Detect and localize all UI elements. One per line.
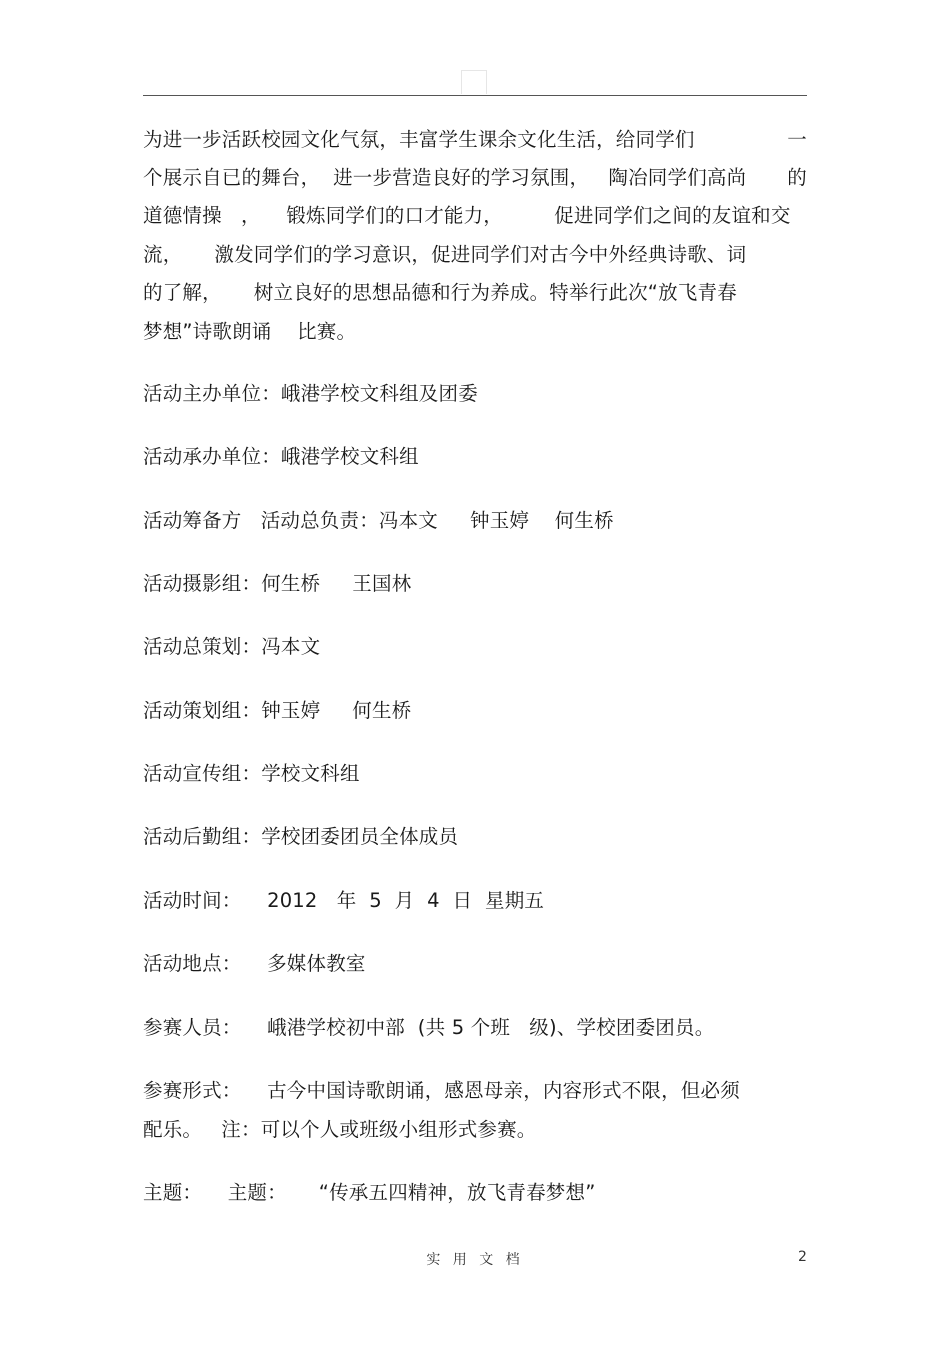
- item-preparation: 活动筹备方 活动总负责：冯本文 钟玉婷 何生桥: [143, 509, 614, 532]
- item-publicity: 活动宣传组：学校文科组: [143, 762, 360, 785]
- item-photography: 活动摄影组：何生桥 王国林: [143, 572, 412, 595]
- intro-line-5: 的了解， 树立良好的思想品德和行为养成。特举行此次“放飞青春: [143, 281, 737, 304]
- intro-line-1: [143, 128, 807, 152]
- header-mark: [461, 70, 487, 94]
- intro-line-1-end: 一: [787, 128, 807, 151]
- page-number: 2: [798, 1249, 807, 1265]
- intro-line-3: 道德情操 ， 锻炼同学们的口才能力， 促进同学们之间的友谊和交: [143, 204, 791, 227]
- intro-line-2-end: 的: [787, 166, 807, 189]
- item-logistics: 活动后勤组：学校团委团员全体成员: [143, 825, 459, 848]
- item-location: 活动地点： 多媒体教室: [143, 952, 366, 975]
- intro-line-6: 梦想”诗歌朗诵 比赛。: [143, 320, 357, 343]
- item-participants: 参赛人员： 峨港学校初中部 (共 5 个班 级)、学校团委团员。: [143, 1016, 715, 1039]
- item-chief-planner: 活动总策划：冯本文: [143, 635, 321, 658]
- item-format-note: 配乐。 注：可以个人或班级小组形式参赛。: [143, 1118, 537, 1141]
- intro-line-4: 流， 激发同学们的学习意识，促进同学们对古今中外经典诗歌、词: [143, 243, 747, 266]
- item-undertaker: 活动承办单位：峨港学校文科组: [143, 445, 419, 468]
- item-organizer: 活动主办单位：峨港学校文科组及团委: [143, 382, 478, 405]
- intro-line-1-text: 为进一步活跃校园文化气氛，丰富学生课余文化生活，给同学们: [143, 128, 695, 151]
- item-theme: 主题： 主题： “传承五四精神，放飞青春梦想”: [143, 1181, 596, 1204]
- item-planning-group: 活动策划组：钟玉婷 何生桥: [143, 699, 412, 722]
- item-time: 活动时间： 2012 年 5 月 4 日 星期五: [143, 889, 545, 912]
- header-rule: [143, 95, 807, 96]
- footer-label: 实 用 文 档: [426, 1252, 524, 1268]
- item-format: 参赛形式： 古今中国诗歌朗诵，感恩母亲，内容形式不限，但必须: [143, 1079, 740, 1102]
- intro-line-2-text: 个展示自已的舞台， 进一步营造良好的学习氛围， 陶冶同学们高尚: [143, 166, 747, 189]
- intro-line-2: [143, 166, 807, 190]
